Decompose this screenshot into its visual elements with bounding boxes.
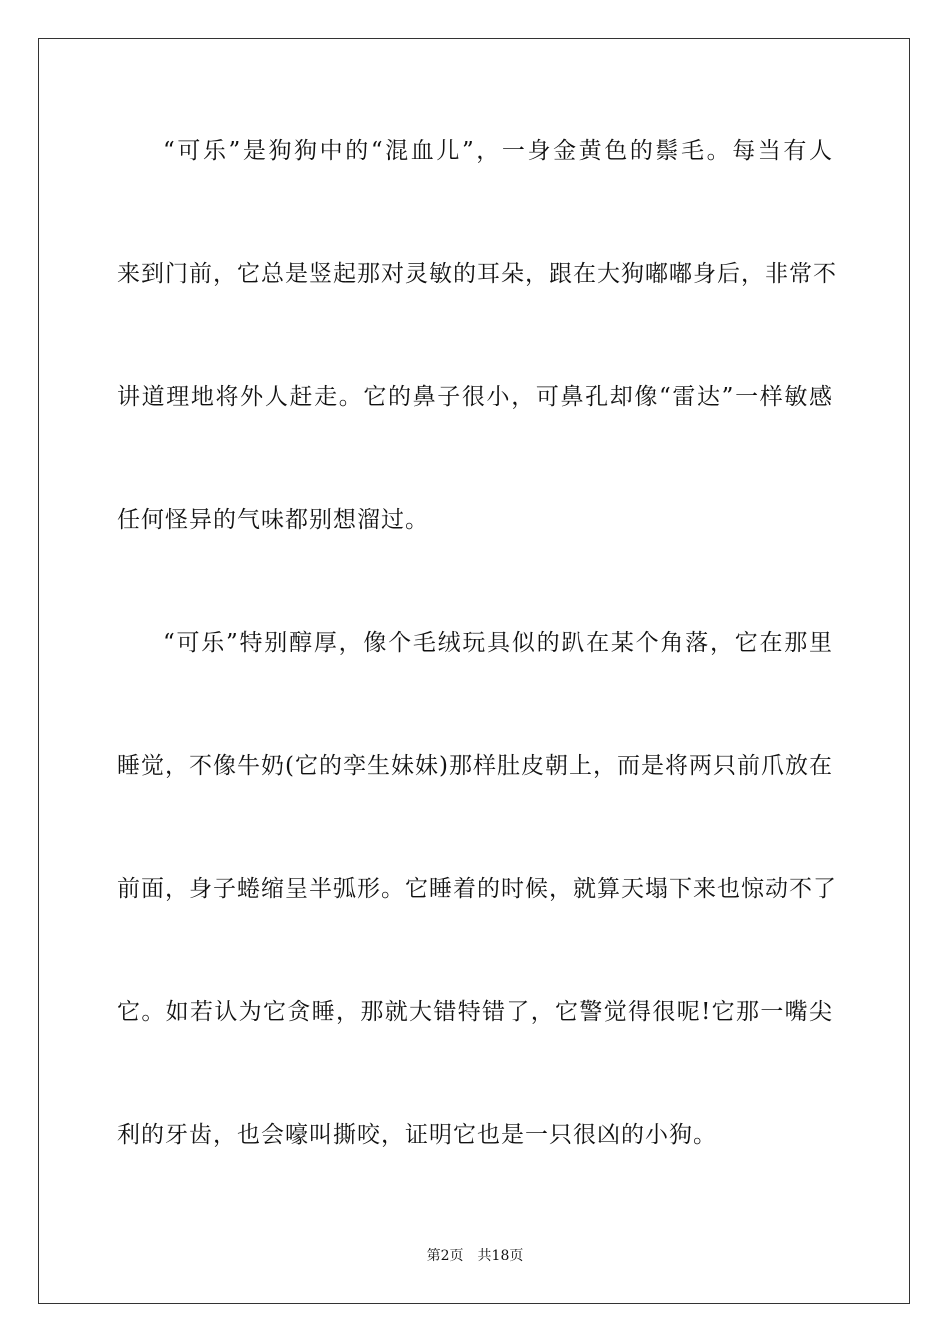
paragraph-1-line-2: 来到门前，它总是竖起那对灵敏的耳朵，跟在大狗嘟嘟身后，非常不	[117, 261, 837, 287]
page-total: 共18页	[477, 1248, 524, 1264]
paragraph-2-line-5: 利的牙齿，也会嚎叫撕咬，证明它也是一只很凶的小狗。	[117, 1122, 717, 1148]
paragraph-2-line-1: “可乐”特别醇厚，像个毛绒玩具似的趴在某个角落，它在那里	[163, 630, 833, 656]
paragraph-1-line-1: “可乐”是狗狗中的“混血儿”，一身金黄色的鬃毛。每当有人	[163, 138, 833, 164]
page-footer	[0, 1247, 950, 1265]
paragraph-2-line-2: 睡觉，不像牛奶(它的孪生妹妹)那样肚皮朝上，而是将两只前爪放在	[117, 753, 833, 779]
paragraph-1-line-3: 讲道理地将外人赶走。它的鼻子很小，可鼻孔却像“雷达”一样敏感	[117, 384, 833, 410]
page-number: 第2页	[426, 1248, 464, 1264]
page-border	[38, 38, 910, 1304]
paragraph-2-line-3: 前面，身子蜷缩呈半弧形。它睡着的时候，就算天塌下来也惊动不了	[117, 876, 837, 902]
paragraph-2-line-4: 它。如若认为它贪睡，那就大错特错了，它警觉得很呢!它那一嘴尖	[117, 999, 833, 1025]
paragraph-1-line-4: 任何怪异的气味都别想溜过。	[117, 507, 429, 533]
